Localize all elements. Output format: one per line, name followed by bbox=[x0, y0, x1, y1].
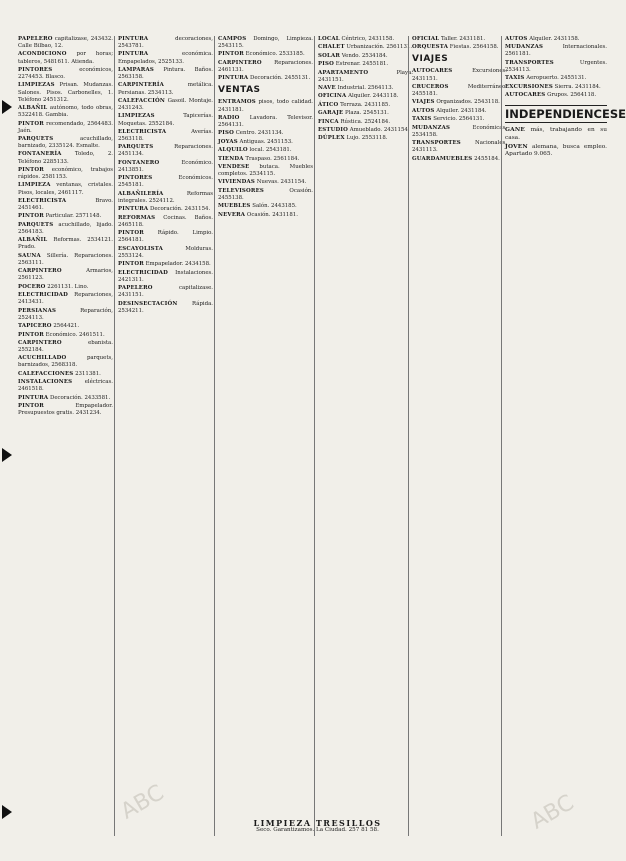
ad-heading: DESINSECTACIÓN bbox=[118, 300, 178, 307]
ad-text: Organizados. 2543118. bbox=[436, 99, 500, 106]
ad-text: Amueblado. 2431154. bbox=[349, 127, 410, 133]
ad-heading: AUTOCARES bbox=[505, 92, 546, 99]
ad-text: Mediterráneo. 2455181. bbox=[412, 83, 507, 98]
classified-ad bbox=[18, 182, 113, 196]
ad-text: Rústica. 2524184. bbox=[340, 118, 391, 125]
ad-heading: PINTURA bbox=[118, 206, 149, 213]
ad-text: recomendado, 2564483. Jaén. bbox=[18, 120, 113, 134]
ad-text: parquets, barnizados, 2568318. bbox=[18, 355, 113, 369]
classified-ad bbox=[318, 61, 413, 68]
classified-ad bbox=[218, 51, 313, 58]
classified-ad bbox=[118, 175, 213, 189]
ad-heading: CARPINTERÍA bbox=[118, 82, 164, 89]
ad-heading: PERSIANAS bbox=[18, 307, 57, 314]
ad-text: decoraciones, 2543781. bbox=[118, 36, 213, 50]
ad-text: Tapicerías. Moquetas. 2552184. bbox=[118, 113, 213, 127]
classified-ad bbox=[412, 140, 507, 154]
classified-ad bbox=[18, 284, 113, 291]
classified-ad bbox=[118, 230, 213, 244]
classified-column-6 bbox=[505, 36, 626, 836]
ad-heading: POCERO bbox=[18, 283, 46, 290]
ad-heading: ALBAÑIL bbox=[18, 105, 48, 112]
ad-heading: APARTAMENTO bbox=[318, 69, 369, 76]
classified-ad bbox=[412, 68, 507, 82]
classified-ad bbox=[118, 98, 213, 112]
classified-ad bbox=[18, 67, 113, 81]
ad-heading: REFORMAS bbox=[118, 214, 156, 221]
classified-ad bbox=[118, 261, 213, 268]
ad-heading: PARQUETS bbox=[18, 136, 54, 142]
column-divider bbox=[408, 36, 409, 836]
classified-ad bbox=[218, 130, 313, 137]
classified-ad bbox=[412, 44, 507, 51]
classified-ad bbox=[318, 70, 413, 84]
ad-text: Alquiler. 2431158. bbox=[529, 36, 580, 42]
classified-ad bbox=[218, 36, 313, 50]
ad-heading: CARPINTERO bbox=[18, 339, 62, 346]
ad-heading: FINCA bbox=[318, 118, 339, 125]
classified-ad bbox=[18, 36, 113, 50]
ad-heading: VENDESE bbox=[218, 163, 250, 170]
ad-heading: NAVE bbox=[318, 85, 336, 92]
ad-text: Decoración. 2433581. bbox=[50, 394, 111, 401]
ad-text: Ocasión. 2431181. bbox=[246, 211, 298, 218]
ad-heading: JOYAS bbox=[218, 138, 238, 145]
ad-text: Reparaciones. 2451134. bbox=[118, 144, 213, 158]
classified-ad bbox=[318, 110, 413, 117]
ad-heading: ALBAÑIL bbox=[18, 237, 48, 244]
classified-ad bbox=[118, 246, 213, 260]
classified-column-2 bbox=[118, 36, 213, 836]
classified-ad bbox=[412, 125, 507, 139]
classified-ad bbox=[318, 85, 413, 92]
ad-text: pisos, todo calidad. 2431181. bbox=[218, 99, 313, 113]
ad-heading: PINTORES bbox=[118, 175, 153, 182]
ad-heading: PAPELERO bbox=[18, 36, 53, 42]
classified-ad bbox=[412, 99, 507, 106]
ad-text: económicos, 2274453. Blasco. bbox=[18, 66, 113, 81]
ad-text: Centro. 2431134. bbox=[235, 130, 284, 137]
ad-heading: ELECTRICIDAD bbox=[18, 292, 69, 299]
ad-text: Antiguas. 2451153. bbox=[239, 138, 293, 145]
ad-text: Económicas. 2534158. bbox=[412, 124, 507, 138]
ad-heading: EXCURSIONES bbox=[505, 83, 553, 90]
classified-ad bbox=[218, 188, 313, 202]
classified-ad bbox=[318, 135, 413, 142]
classified-ad bbox=[18, 268, 113, 282]
classified-ad bbox=[18, 82, 113, 103]
column-divider bbox=[501, 36, 502, 836]
ad-heading: OFICINA bbox=[318, 93, 347, 100]
classified-ad bbox=[218, 99, 313, 113]
classified-ad bbox=[118, 191, 213, 205]
ad-heading: LAMPARAS bbox=[118, 66, 154, 73]
classified-ad bbox=[505, 92, 607, 99]
footer-line: Seco. Garantizamos. La Ciudad. 257 81 58. bbox=[256, 827, 379, 833]
classified-ad bbox=[218, 147, 313, 154]
classified-ad bbox=[18, 167, 113, 181]
ad-heading: TAXIS bbox=[505, 75, 525, 82]
ad-heading: PINTOR bbox=[18, 331, 44, 338]
ad-text: Prisan. Mudanzas. Salones. Pisos. Carbonelles, 1. Teléfono 2451312. bbox=[18, 82, 113, 103]
ad-text: Aeropuerto. 2455131. bbox=[526, 75, 587, 82]
ad-text: Económico. 2533185. bbox=[245, 51, 305, 58]
ad-text: más, trabajando en su casa. bbox=[505, 127, 607, 141]
classified-ad bbox=[412, 116, 507, 123]
ad-text: local. 2543181. bbox=[249, 147, 292, 154]
ad-heading: ENTRAMOS bbox=[218, 99, 256, 106]
classified-ad bbox=[18, 403, 113, 417]
ad-text: Alquiler. 2431184. bbox=[436, 107, 487, 114]
ad-text: económico, trabajos rápidos. 2581153. bbox=[18, 166, 113, 181]
ad-text: Reparaciones. 2461131. bbox=[218, 59, 313, 73]
classified-ad bbox=[318, 36, 413, 43]
ad-text: 2261131. Lino. bbox=[47, 283, 89, 290]
ad-text: Sierra. 2431184. bbox=[554, 83, 601, 90]
classified-ad bbox=[18, 151, 113, 165]
classified-ad bbox=[18, 253, 113, 267]
ad-heading: PAPELERO bbox=[118, 285, 153, 292]
ad-heading: RADIO bbox=[218, 114, 240, 121]
ad-text: Reformas. 2534121. Prado. bbox=[18, 237, 114, 251]
classified-ad bbox=[18, 51, 113, 65]
classified-ad bbox=[412, 84, 507, 98]
ad-text: Urbanización. 2561131. bbox=[346, 44, 413, 51]
ad-heading: GANE bbox=[505, 127, 525, 134]
ad-text: Toledo, 2. Teléfono 2285133. bbox=[18, 151, 113, 165]
ad-heading: GUARDAMUEBLES bbox=[412, 155, 473, 162]
ad-heading: VIVIENDAS bbox=[218, 179, 255, 186]
classified-ad bbox=[18, 371, 113, 378]
ad-heading: ELECTRICIDAD bbox=[118, 269, 169, 276]
ad-heading: VIAJES bbox=[412, 99, 435, 106]
ad-heading: NEVERA bbox=[218, 211, 246, 218]
ad-heading: PINTOR bbox=[18, 213, 44, 220]
ad-heading: TRANSPORTES bbox=[505, 59, 554, 66]
ad-heading: SOLAR bbox=[318, 52, 341, 59]
classified-ad bbox=[218, 75, 313, 82]
ad-heading: JOVEN bbox=[505, 143, 528, 150]
ad-text: Lavadora. Televisor. 2564131. bbox=[218, 114, 313, 129]
ad-text: 2564421. bbox=[53, 323, 80, 330]
ad-heading: LIMPIEZA bbox=[18, 182, 51, 189]
ad-heading: TAPICERO bbox=[18, 323, 52, 330]
classified-ad bbox=[18, 222, 113, 236]
ad-text: Rápida. 2534211. bbox=[118, 300, 213, 314]
ad-text: Alquiler. 2443118. bbox=[348, 93, 399, 100]
ad-text: Armarios, 2561123. bbox=[18, 268, 113, 282]
classified-ad bbox=[218, 212, 313, 219]
classified-ad bbox=[505, 84, 607, 91]
classified-ad bbox=[218, 203, 313, 210]
ad-text: alemana, busca empleo. Apartado 9.065. bbox=[505, 143, 607, 158]
classified-ad bbox=[118, 144, 213, 158]
ad-heading: MUEBLES bbox=[218, 203, 251, 210]
classified-ad bbox=[505, 144, 607, 159]
ad-text: Nuevas. 2431154. bbox=[256, 179, 307, 186]
classified-ad bbox=[118, 206, 213, 213]
classified-ad bbox=[318, 93, 413, 100]
ad-text: Terraza. 2431185. bbox=[340, 101, 391, 108]
ad-heading: ELECTRICISTA bbox=[118, 128, 167, 135]
ad-heading: DÚPLEX bbox=[318, 135, 345, 142]
ad-heading: ACONDICIONO bbox=[18, 51, 67, 58]
classified-ad bbox=[18, 136, 113, 150]
classified-ad bbox=[18, 323, 113, 330]
ad-text: Domingo, Limpieza. 2543115. bbox=[218, 36, 313, 50]
classified-ad bbox=[412, 108, 507, 115]
ad-text: Cocinas. Baños. 2465118. bbox=[118, 214, 213, 228]
ad-text: 2455184. bbox=[474, 155, 500, 162]
ad-text: Económicos. 2545181. bbox=[118, 175, 213, 189]
classified-ad bbox=[18, 237, 113, 251]
ad-text: Molduras. 2553124. bbox=[118, 245, 213, 259]
ad-text: Salón. 2443185. bbox=[252, 203, 297, 210]
ad-text: ebanista. 2552184. bbox=[18, 339, 113, 353]
footer-ad bbox=[225, 820, 410, 834]
ad-heading: SAUNA bbox=[18, 252, 41, 259]
classified-ad bbox=[118, 215, 213, 229]
ad-heading: LIMPIEZAS bbox=[18, 82, 55, 89]
classified-ad bbox=[118, 301, 213, 315]
ad-text: Fiestas. 2564158. bbox=[449, 44, 499, 51]
classified-ad bbox=[218, 115, 313, 129]
classified-column-5 bbox=[412, 36, 507, 836]
ad-heading: PINTURA bbox=[218, 75, 249, 82]
classified-ad bbox=[218, 156, 313, 163]
ad-text: Céntrico, 2431158. bbox=[341, 36, 395, 42]
classified-ad bbox=[18, 379, 113, 393]
ad-text: Excursiones. 2431151. bbox=[412, 68, 507, 82]
classified-column-4 bbox=[318, 36, 413, 836]
ad-heading: ESCAYOLISTA bbox=[118, 245, 164, 252]
ad-text: Internacionales. 2561181. bbox=[505, 44, 607, 58]
classified-ad bbox=[318, 102, 413, 109]
classified-ad bbox=[18, 105, 113, 119]
ad-text: Gasoil. Montaje. 2431243. bbox=[118, 97, 213, 112]
ad-heading: CHALET bbox=[318, 44, 345, 51]
ad-heading: ÁTICO bbox=[318, 101, 339, 108]
ad-heading: MUDANZAS bbox=[505, 44, 544, 51]
abc-watermark: ABC bbox=[526, 790, 579, 835]
ad-text: Estrenar. 2455181. bbox=[335, 61, 389, 68]
ad-text: Servicio. 2564131. bbox=[433, 116, 485, 123]
classified-ad bbox=[118, 51, 213, 65]
ad-text: Económico. 2461511. bbox=[45, 331, 105, 338]
ad-heading: CAMPOS bbox=[218, 36, 247, 42]
classified-ad bbox=[218, 60, 313, 74]
ad-text: Reformas integrales. 2524112. bbox=[118, 190, 213, 204]
ad-text: eléctricas. 2461518. bbox=[18, 379, 113, 393]
ad-text: Empapelador. 2434158. bbox=[145, 261, 211, 268]
ad-heading: PISO bbox=[218, 130, 234, 137]
ad-heading: ORQUESTA bbox=[412, 44, 449, 51]
ad-heading: AUTOS bbox=[505, 36, 528, 42]
ad-heading: CRUCEROS bbox=[412, 83, 449, 90]
ad-text: Decoración. 2431154. bbox=[150, 206, 211, 213]
ad-text: Particular. 2571148. bbox=[45, 213, 102, 220]
ad-text: Ocasión. 2455138. bbox=[218, 187, 313, 201]
ad-text: metálica. Persianas. 2534113. bbox=[118, 82, 213, 96]
classified-ad bbox=[412, 156, 507, 163]
ad-text: Vendo. 2534184. bbox=[341, 52, 388, 59]
ad-heading: ELECTRICISTA bbox=[18, 197, 67, 204]
column-divider bbox=[214, 36, 215, 836]
ad-heading: ALBAÑILERÍA bbox=[118, 190, 164, 197]
ad-heading: ESTUDIO bbox=[318, 127, 349, 133]
ad-text: Empapelador. Presupuestos gratis. 2431234. bbox=[18, 403, 113, 417]
ad-heading: PINTURA bbox=[18, 394, 49, 401]
ad-heading: PINTURA bbox=[118, 51, 149, 58]
ad-heading: AUTOS bbox=[412, 107, 435, 114]
classified-ad bbox=[412, 36, 507, 43]
ad-text: Traspaso. 2561184. bbox=[245, 155, 300, 162]
ad-text: Grupos. 2564118. bbox=[547, 92, 597, 99]
margin-arrow-icon bbox=[2, 805, 12, 819]
classified-ad bbox=[18, 121, 113, 135]
margin-arrow-icon bbox=[2, 448, 12, 462]
independiente-heading: INDEPENDIENCESE bbox=[505, 107, 626, 122]
independiente-ads bbox=[505, 127, 607, 159]
ad-heading: CARPINTERO bbox=[18, 268, 62, 275]
ad-text: Lujo. 2553118. bbox=[346, 135, 388, 142]
section-heading: VIAJES bbox=[412, 54, 449, 65]
classified-ad bbox=[118, 270, 213, 284]
classified-ad bbox=[505, 36, 607, 43]
classified-ad bbox=[118, 67, 213, 81]
ad-heading: TELEVISORES bbox=[218, 187, 264, 194]
classified-ad bbox=[118, 160, 213, 174]
classified-ad bbox=[218, 164, 313, 178]
ad-heading: PINTORES bbox=[18, 66, 53, 73]
ad-heading: PARQUETS bbox=[18, 221, 54, 228]
classified-ad bbox=[18, 332, 113, 339]
ad-heading: CALEFACCIONES bbox=[18, 370, 74, 377]
ad-heading: MUDANZAS bbox=[412, 124, 451, 131]
ad-text: Taller. 2431181. bbox=[440, 36, 486, 42]
ad-text: Reparaciones, 2413431. bbox=[18, 292, 113, 306]
ad-text: acuchillado, lijado. 2564183. bbox=[18, 221, 114, 235]
ad-heading: LOCAL bbox=[318, 36, 340, 42]
ad-text: Reparación, 2524113. bbox=[18, 307, 113, 321]
classified-ad bbox=[18, 308, 113, 322]
abc-watermark: ABC bbox=[116, 780, 169, 825]
footer-title: LIMPIEZA TRESILLOS bbox=[253, 818, 382, 828]
ad-heading: CALEFACCIÓN bbox=[118, 97, 165, 104]
classified-ad bbox=[318, 53, 413, 60]
ad-text: acuchillado, barnizado, 2335124. Esmalte. bbox=[18, 136, 113, 150]
ad-heading: ACUCHILLADO bbox=[18, 355, 67, 362]
column-divider bbox=[114, 36, 115, 836]
classified-ad bbox=[318, 119, 413, 126]
classified-ad bbox=[505, 44, 607, 58]
ad-text: 2311381. bbox=[75, 370, 101, 377]
ad-heading: PINTOR bbox=[18, 166, 44, 173]
ad-text: Urgentes. 2534113. bbox=[505, 59, 607, 73]
classified-ad bbox=[118, 285, 213, 299]
ad-heading: PISO bbox=[318, 61, 334, 68]
ad-heading: TAXIS bbox=[412, 116, 432, 123]
ad-text: capitalizase. 2431151. bbox=[118, 285, 213, 299]
ad-text: Averías. 2563118. bbox=[118, 128, 213, 142]
ad-text: Rápido. Limpio. 2564181. bbox=[118, 230, 213, 244]
ad-heading: PINTOR bbox=[118, 261, 144, 268]
classified-ad bbox=[318, 44, 413, 51]
classified-ad bbox=[118, 82, 213, 96]
ad-heading: PINTOR bbox=[18, 120, 44, 127]
classified-ad bbox=[18, 292, 113, 306]
ad-text: butaca. Muebles completos. 2534115. bbox=[218, 163, 313, 178]
ad-text: Instalaciones. 2421311. bbox=[118, 269, 213, 283]
ad-text: Decoración. 2455131. bbox=[250, 75, 311, 82]
ad-heading: PINTOR bbox=[218, 51, 244, 58]
ad-text: Nacionales. 2431113. bbox=[412, 140, 507, 154]
classified-ad bbox=[18, 355, 113, 369]
classified-ad bbox=[118, 36, 213, 50]
ad-heading: INSTALACIONES bbox=[18, 379, 73, 386]
ad-text: Pintura. Baños. 2563158. bbox=[118, 66, 213, 81]
ad-text: Plaza. 2545131. bbox=[345, 110, 389, 117]
ad-heading: AUTOCARES bbox=[412, 68, 453, 75]
ad-text: Sillería. Reparaciones. 2563111. bbox=[18, 252, 113, 266]
ad-heading: PINTURA bbox=[118, 36, 149, 42]
classified-ad bbox=[318, 127, 413, 134]
ad-heading: CARPINTERO bbox=[218, 59, 262, 66]
margin-arrow-icon bbox=[2, 100, 12, 114]
classified-column-1 bbox=[18, 36, 113, 836]
ad-text: autónomo, todo obras, 5322418. Gambia. bbox=[18, 105, 113, 119]
ad-heading: PINTOR bbox=[18, 403, 44, 410]
classified-ad bbox=[505, 127, 607, 142]
classified-ad bbox=[118, 113, 213, 127]
ad-text: económica. Empapelados, 2525133. bbox=[118, 51, 213, 65]
classified-ad bbox=[18, 213, 113, 220]
classified-column-3 bbox=[218, 36, 313, 836]
classified-ad bbox=[18, 340, 113, 354]
ad-heading: FONTANERÍA bbox=[18, 151, 62, 158]
ad-heading: LIMPIEZAS bbox=[118, 113, 155, 120]
ad-text: por horas; tableros, 5481611. Atienda. bbox=[18, 51, 114, 65]
section-heading: VENTAS bbox=[218, 85, 261, 96]
ad-text: Bravo. 2451461. bbox=[18, 197, 113, 212]
column-divider bbox=[314, 36, 315, 836]
ad-heading: PINTOR bbox=[118, 230, 144, 237]
ad-heading: PARQUETS bbox=[118, 144, 154, 151]
ad-text: Industrial. 2564113. bbox=[337, 85, 394, 92]
ad-text: Económico. 2413851. bbox=[118, 159, 213, 173]
classified-ad bbox=[505, 60, 607, 74]
ad-heading: FONTANERO bbox=[118, 159, 160, 166]
classified-ad bbox=[218, 179, 313, 186]
classified-ad bbox=[18, 198, 113, 212]
ad-heading: TRANSPORTES bbox=[412, 140, 461, 147]
classified-ad bbox=[18, 395, 113, 402]
ad-heading: ALQUILO bbox=[218, 147, 248, 154]
classified-ad bbox=[505, 75, 607, 82]
ad-heading: TIENDA bbox=[218, 155, 244, 162]
classified-ad bbox=[218, 139, 313, 146]
ad-text: capitalizase, 243432. Calle Bilbao, 12. bbox=[18, 36, 113, 50]
ad-text: ventanas, cristales. Pisos, locales, 2461117. bbox=[18, 182, 114, 196]
classified-ad bbox=[118, 129, 213, 143]
ad-heading: GARAJE bbox=[318, 110, 344, 117]
ad-heading: OFICIAL bbox=[412, 36, 440, 42]
ad-text: Playa. 2431151. bbox=[318, 69, 413, 83]
